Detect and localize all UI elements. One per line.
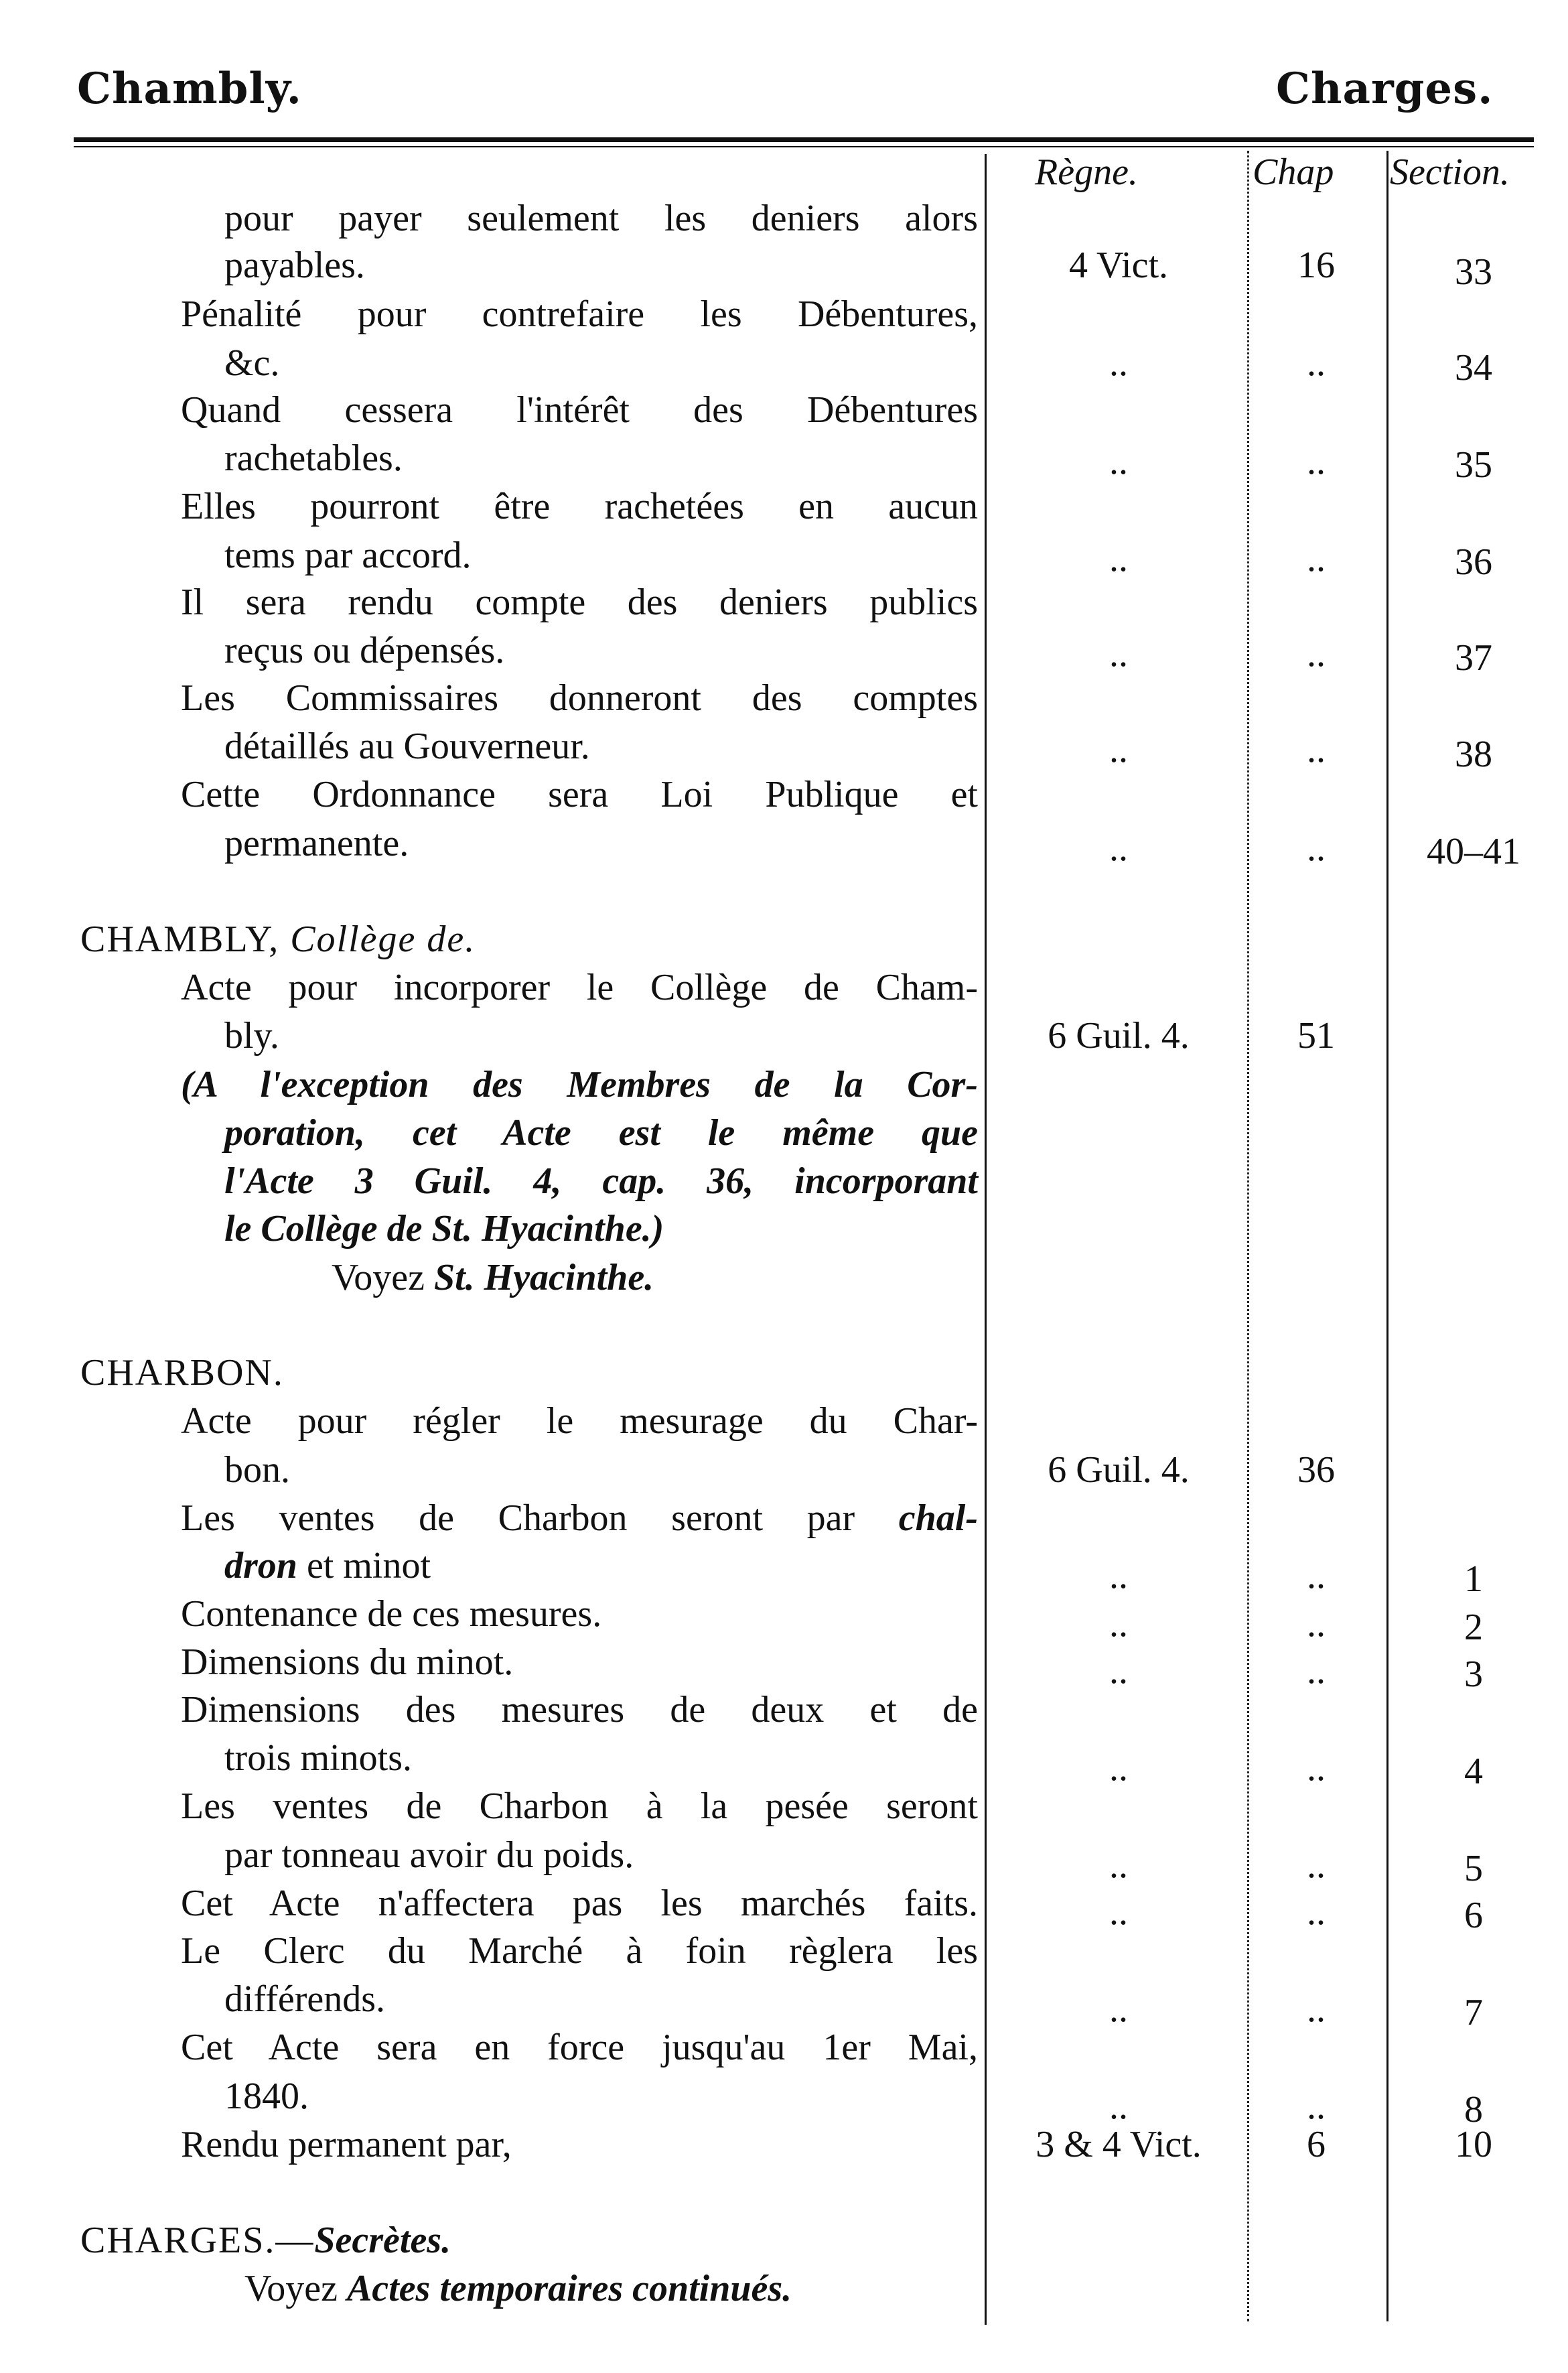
entry-line: Pénalité pour contrefaire les Débentures, [181,293,978,335]
header-rule-thin [74,146,1534,147]
entry-line: Contenance de ces mesures. [181,1593,602,1635]
entry-line: Les Commissaires donneront des comptes [181,677,978,719]
note-line: l'Acte 3 Guil. 4, cap. 36, incorporant [224,1160,978,1202]
running-head-right: Charges. [1276,64,1494,114]
entry-line: Les ventes de Charbon à la pesée seront [181,1785,978,1827]
entry-line: Elles pourront être rachetées en aucun [181,486,978,527]
entry-line: Acte pour incorporer le Collège de Cham- [181,967,978,1008]
entry-line: Dimensions du minot. [181,1641,514,1683]
column-header-chap: Chap [1253,151,1334,193]
entry-line: rachetables. [224,437,403,479]
entry-line: reçus ou dépensés. [224,630,505,671]
entry-line: Acte pour régler le mesurage du Char- [181,1400,978,1442]
entry-line: Le Clerc du Marché à foin règlera les [181,1930,978,1972]
see-also: Voyez St. Hyacinthe. [332,1257,654,1298]
column-rule-text [985,154,987,2325]
see-also: Voyez Actes temporaires continués. [244,2268,792,2309]
entry-line: dron et minot [224,1545,431,1586]
entry-heading: CHARBON. [80,1352,284,1394]
entry-line: détaillés au Gouverneur. [224,726,590,767]
entry-heading: CHAMBLY, Collège de. [80,919,476,960]
entry-line: par tonneau avoir du poids. [224,1834,634,1876]
entry-line: &c. [224,342,280,384]
entry-line: Cette Ordonnance sera Loi Publique et [181,774,978,815]
note-line: poration, cet Acte est le même que [224,1112,978,1154]
note-line: (A l'exception des Membres de la Cor- [181,1064,978,1105]
entry-line: trois minots. [224,1737,413,1779]
entry-line: Cet Acte sera en force jusqu'au 1er Mai, [181,2027,978,2068]
column-header-regne: Règne. [1035,151,1138,193]
entry-line: Il sera rendu compte des deniers publics [181,582,978,623]
entry-line: tems par accord. [224,535,472,576]
entry-line: permanente. [224,823,409,864]
entry-line: bon. [224,1449,290,1491]
entry-line: Quand cessera l'intérêt des Débentures [181,389,978,431]
entry-line: Cet Acte n'affectera pas les marchés faits. [181,1883,978,1924]
entry-line: bly. [224,1015,279,1057]
entry-line: différends. [224,1978,385,2020]
header-rule-thick [74,137,1534,142]
note-line: le Collège de St. Hyacinthe.) [224,1208,664,1249]
entry-line: Les ventes de Charbon seront par chal- [181,1497,978,1539]
column-header-section: Section. [1390,151,1510,193]
running-head-left: Chambly. [77,64,302,114]
entry-line: 1840. [224,2076,309,2117]
entry-line: payables. [224,245,365,286]
entry-line: pour payer seulement les deniers alors [224,198,978,239]
entry-line: Dimensions des mesures de deux et de [181,1689,978,1731]
entry-heading: CHARGES.—Secrètes. [80,2220,451,2261]
entry-line: Rendu permanent par, [181,2124,512,2165]
column-rule-chap [1386,151,1388,2321]
